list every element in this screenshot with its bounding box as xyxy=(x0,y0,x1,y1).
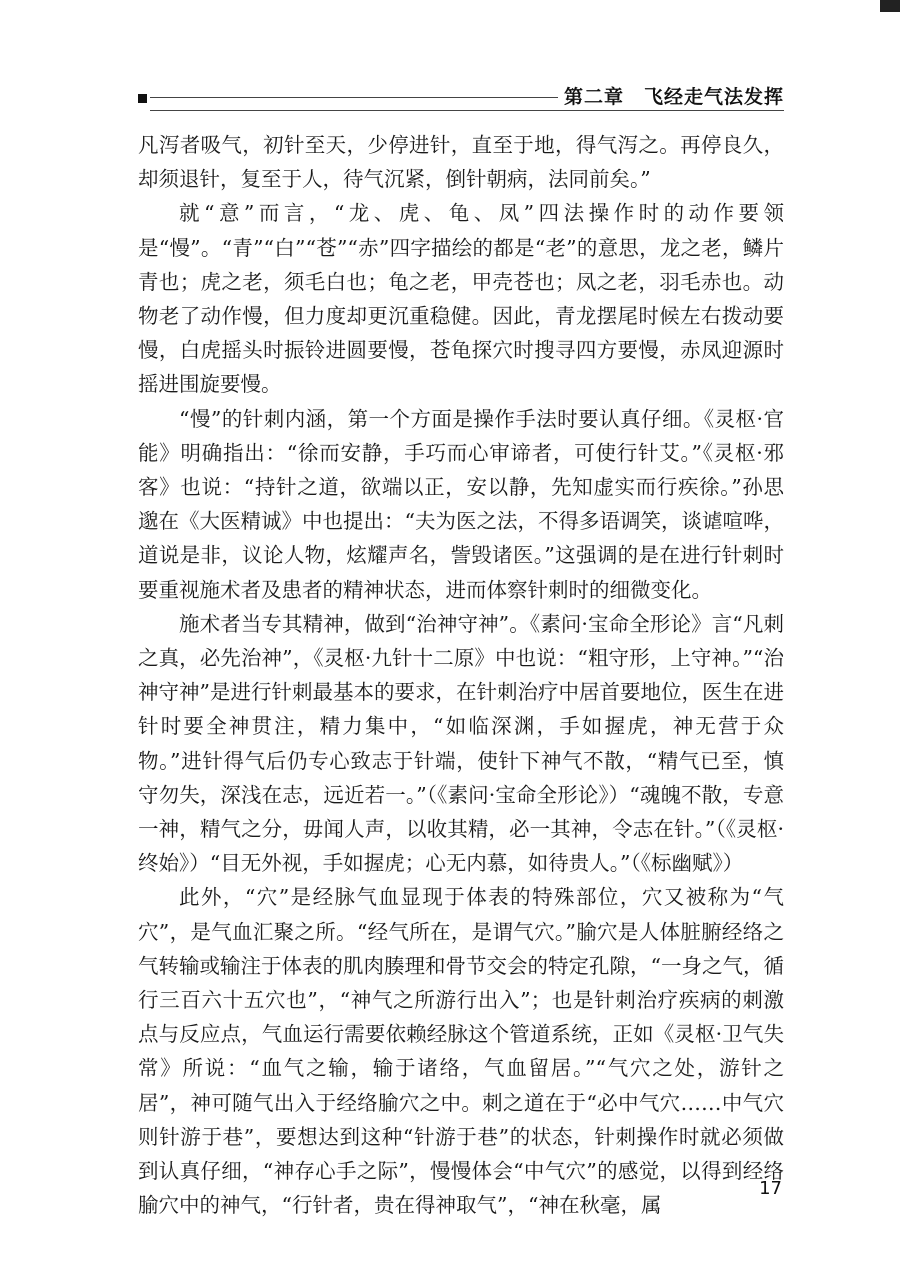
header-bullet-square xyxy=(138,94,147,103)
chapter-title: 第二章 飞经走气法发挥 xyxy=(563,86,784,108)
body-text xyxy=(138,128,784,1223)
page-number: 17 xyxy=(759,1178,782,1199)
paragraph: 就“意”而言，“龙、虎、龟、凤”四法操作时的动作要领是“慢”。“青”“白”“苍”“赤”四字描绘的都是“老”的意思，龙之老，鳞片青也；虎之老，须毛白也；龟之老，甲壳苍也；凤之老，羽毛赤也。动物老了动作慢，但力度却更沉重稳健。因此，青龙摆尾时候左右拨动要慢，白虎摇头时振铃进圆要慢，苍龟探穴时搜寻四方要慢，赤凤迎源时摇进围旋要慢。 xyxy=(138,201,784,397)
corner-crop-mark xyxy=(880,0,900,12)
paragraph: 此外，“穴”是经脉气血显现于体表的特殊部位，穴又被称为“气穴”，是气血汇聚之所。“经气所在，是谓气穴。”腧穴是人体脏腑经络之气转输或输注于体表的肌肉腠理和骨节交会的特定孔隙，“一身之气，循行三百六十五穴也”，“神气之所游行出入”；也是针刺治疗疾病的刺激点与反应点，气血运行需要依赖经脉这个管道系统，正如《灵枢·卫气失常》所说：“血气之输，输于诸络，气血留居。”“气穴之处，游针之居”，神可随气出入于经络腧穴之中。刺之道在于“必中气穴……中气穴则针游于巷”，要想达到这种“针游于巷”的状态，针刺操作时就必须做到认真仔细，“神存心手之际”，慢慢体会“中气穴”的感觉，以得到经络腧穴中的神气，“行针者，贵在得神取气”，“神在秋毫，属 xyxy=(138,885,784,1218)
header-underline xyxy=(150,110,784,111)
paragraph: “慢”的针刺内涵，第一个方面是操作手法时要认真仔细。《灵枢·官能》明确指出：“徐而安静，手巧而心审谛者，可使行针艾。”《灵枢·邪客》也说：“持针之道，欲端以正，安以静，先知虚实而行疾徐。”孙思邈在《大医精诚》中也提出：“夫为医之法，不得多语调笑，谈谑喧哗，道说是非，议论人物，炫耀声名，訾毁诸医。”这强调的是在进行针刺时要重视施术者及患者的精神状态，进而体察针刺时的细微变化。 xyxy=(138,406,784,602)
paragraph: 施术者当专其精神，做到“治神守神”。《素问·宝命全形论》言“凡刺之真，必先治神”，《灵枢·九针十二原》中也说：“粗守形，上守神。”“治神守神”是进行针刺最基本的要求，在针刺治疗中居首要地位，医生在进针时要全神贯注，精力集中，“如临深渊，手如握虎，神无营于众物。”进针得气后仍专心致志于针端，使针下神气不散，“精气已至，慎守勿失，深浅在志，远近若一。”（《素问·宝命全形论》）“魂魄不散，专意一神，精气之分，毋闻人声，以收其精，必一其神，令志在针。”（《灵枢·终始》）“目无外视，手如握虎；心无内慕，如待贵人。”（《标幽赋》） xyxy=(138,611,784,876)
running-header xyxy=(138,86,784,116)
paragraph: 凡泻者吸气，初针至天，少停进针，直至于地，得气泻之。再停良久，却须退针，复至于人，待气沉紧，倒针朝病，法同前矣。” xyxy=(138,133,784,192)
header-rule-line xyxy=(150,97,558,98)
